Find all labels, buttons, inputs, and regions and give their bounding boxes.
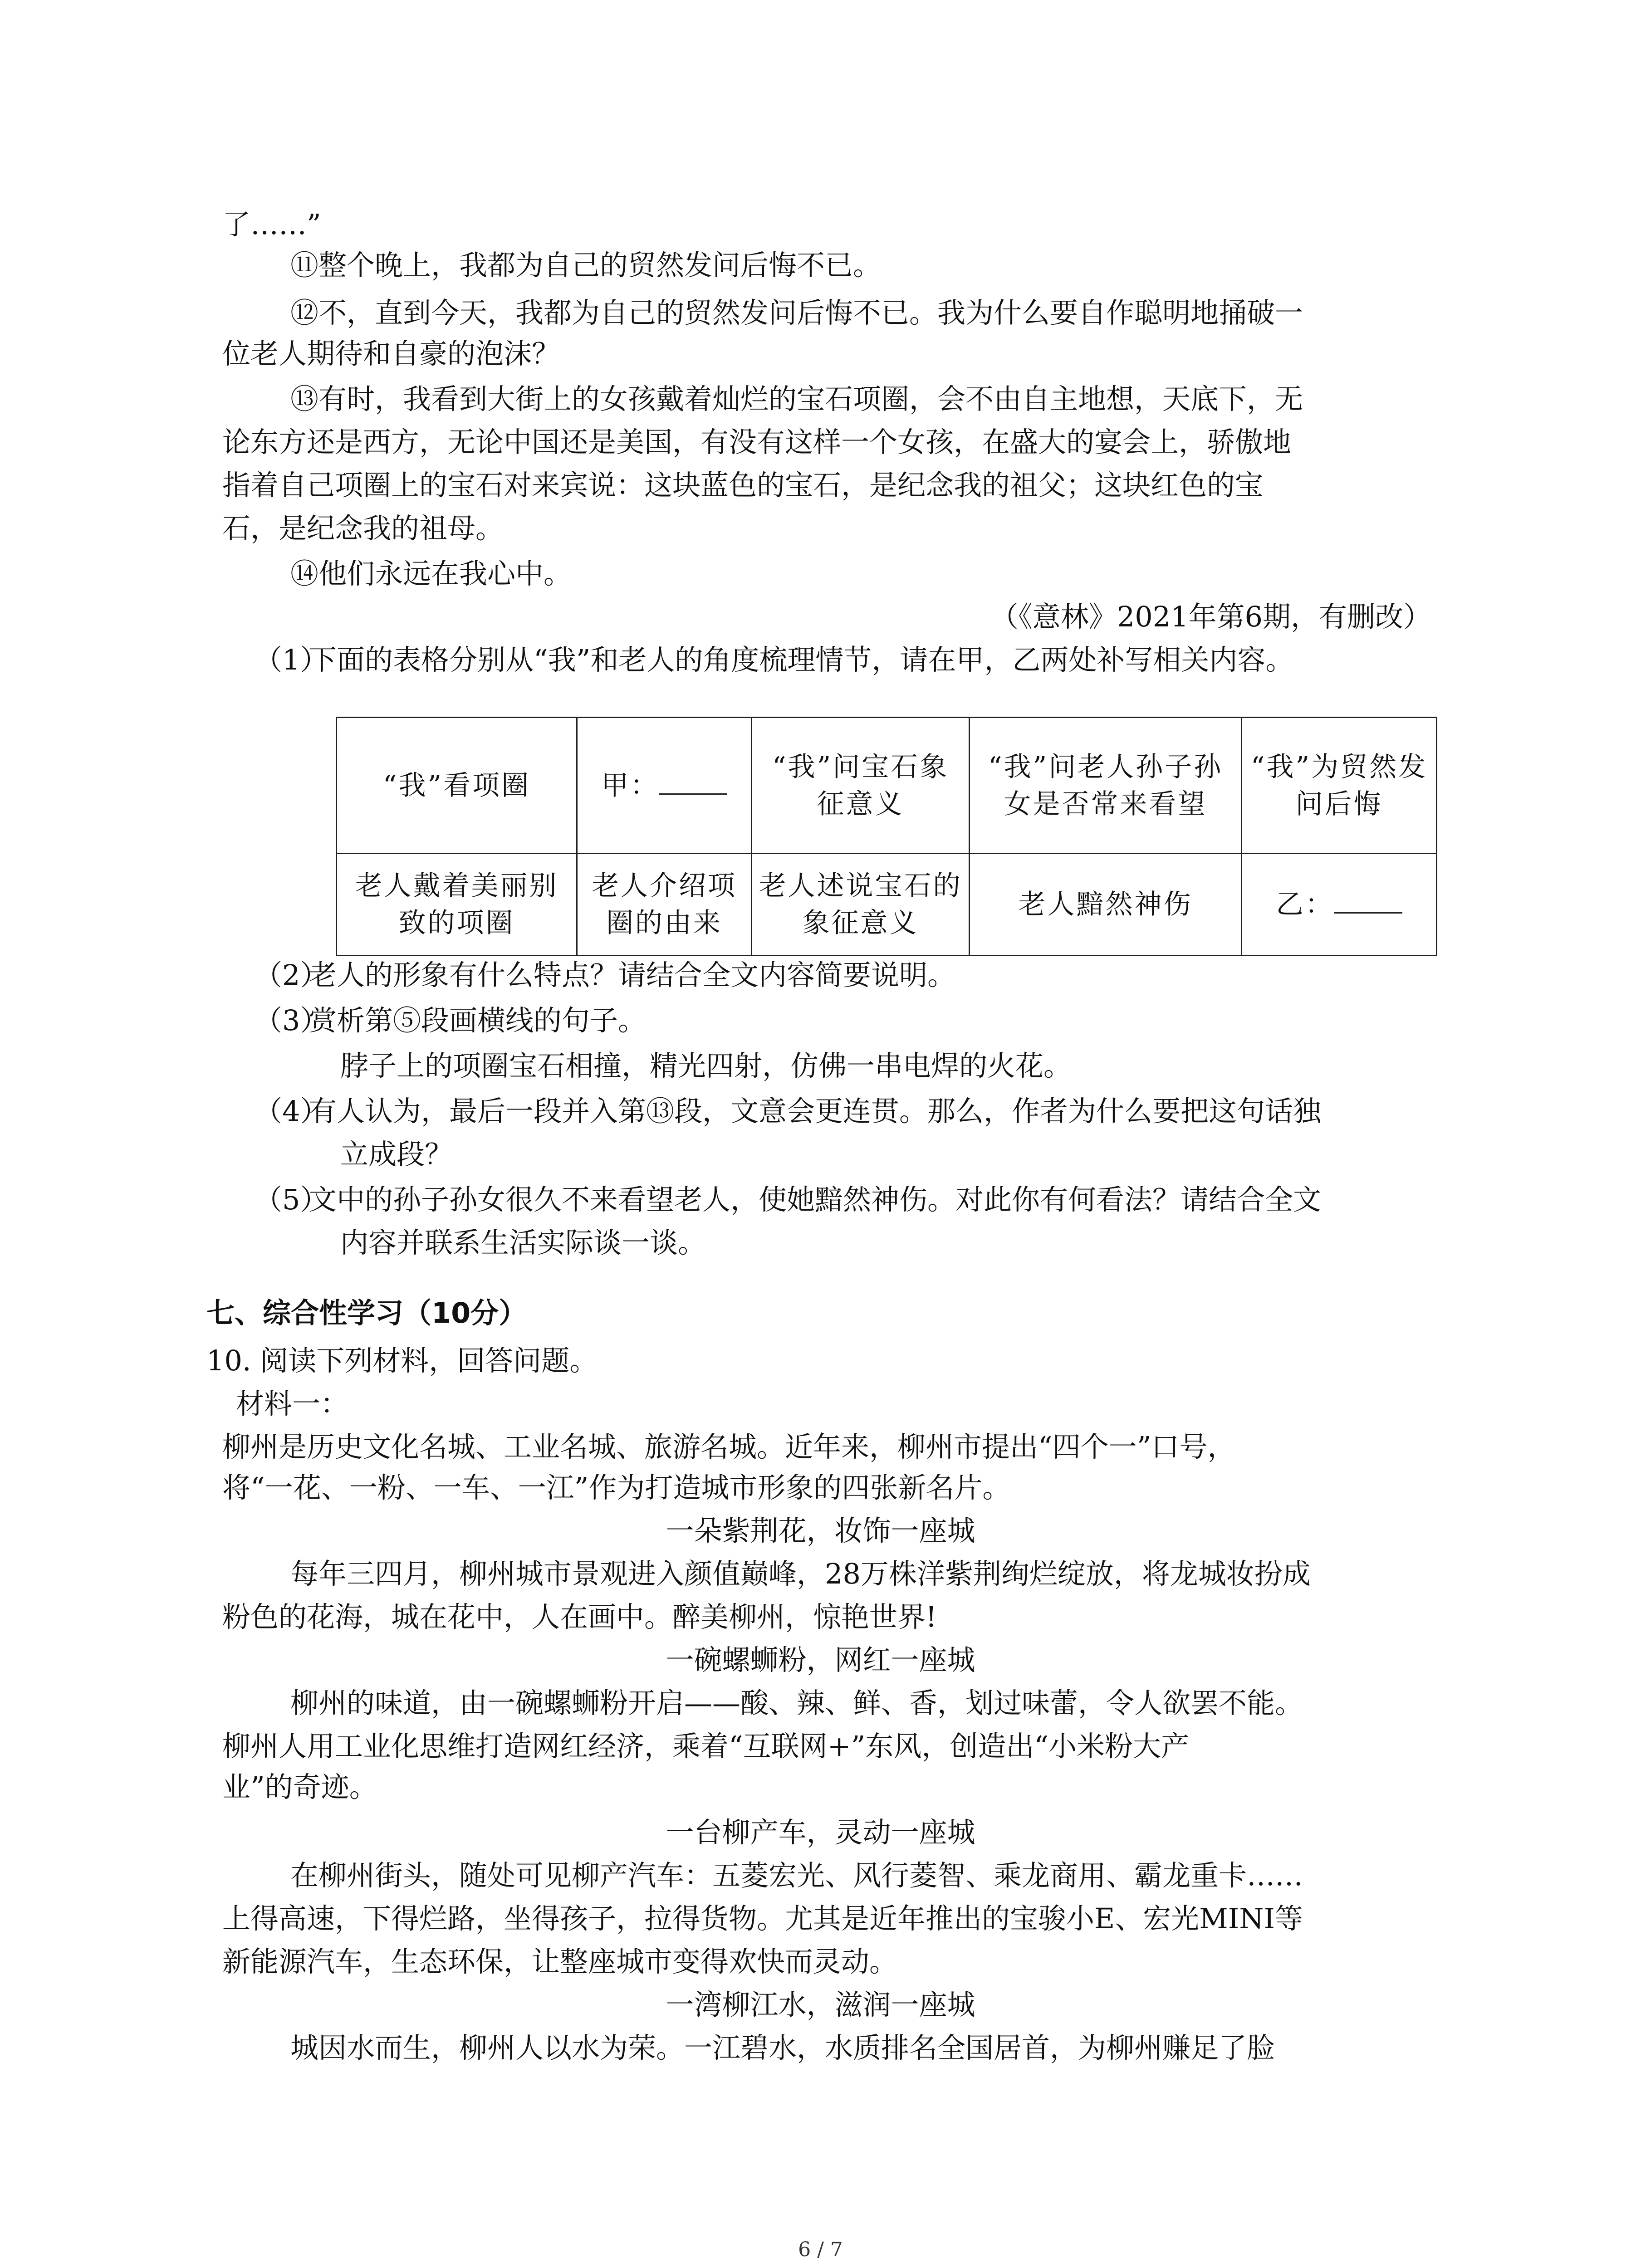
paragraph-13-line-4: 石，是纪念我的祖母。 [222, 512, 504, 545]
question-1-number: （1） [254, 643, 328, 676]
car-line-1: 在柳州街头，随处可见柳产汽车：五菱宏光、风行菱智、乘龙商用、霸龙重卡…… [290, 1859, 1303, 1892]
paragraph-13-line-3: 指着自己项圈上的宝石对来宾说：这块蓝色的宝石，是纪念我的祖父；这块红色的宝 [222, 469, 1264, 502]
subheading-flower: 一朵紫荆花，妆饰一座城 [666, 1514, 975, 1547]
question-1 [254, 642, 1461, 678]
question-2 [254, 957, 1461, 993]
question-4-line-2: 立成段？ [340, 1138, 453, 1171]
paragraph-11: ⑪整个晚上，我都为自己的贸然发问后悔不已。 [290, 249, 882, 282]
paragraph-14: ⑭他们永远在我心中。 [290, 557, 572, 590]
flower-line-1: 每年三四月，柳州城市景观进入颜值巅峰，28万株洋紫荆绚烂绽放，将龙城妆扮成 [290, 1557, 1311, 1590]
question-2-text: 老人的形象有什么特点？请结合全文内容简要说明。 [309, 958, 956, 992]
answer-blank-jia[interactable] [659, 768, 727, 795]
table-cell: 老人介绍项圈的由来 [577, 854, 752, 956]
table-row [337, 718, 1437, 854]
table-cell: “我”看项圈 [337, 718, 577, 854]
question-2-number: （2） [254, 958, 328, 992]
subheading-car: 一台柳产车，灵动一座城 [666, 1816, 975, 1849]
answer-blank-yi[interactable] [1334, 887, 1402, 914]
table-cell-yi [1242, 854, 1437, 956]
noodle-line-3: 业”的奇迹。 [222, 1770, 377, 1804]
table-cell-jia [577, 718, 752, 854]
table-cell: 老人戴着美丽别致的项圈 [337, 854, 577, 956]
table-cell: “我”问老人孙子孙女是否常来看望 [970, 718, 1242, 854]
plot-table [336, 717, 1437, 956]
question-5 [254, 1182, 1461, 1218]
question-4-text: 有人认为，最后一段并入第⑬段，文意会更连贯。那么，作者为什么要把这句话独 [309, 1095, 1322, 1128]
paragraph-12-line-1: ⑫不，直到今天，我都为自己的贸然发问后悔不已。我为什么要自作聪明地捅破一 [290, 296, 1303, 329]
question-5-number: （5） [254, 1183, 328, 1216]
car-line-3: 新能源汽车，生态环保，让整座城市变得欢快而灵动。 [222, 1945, 898, 1978]
section-heading: 七、综合性学习（10分） [206, 1296, 527, 1330]
question-1-text: 下面的表格分别从“我”和老人的角度梳理情节，请在甲，乙两处补写相关内容。 [309, 643, 1294, 676]
subheading-river: 一湾柳江水，滋润一座城 [666, 1988, 975, 2021]
paragraph-13-line-1: ⑬有时，我看到大街上的女孩戴着灿烂的宝石项圈，会不由自主地想，天底下，无 [290, 382, 1303, 415]
flower-line-2: 粉色的花海，城在花中，人在画中。醉美柳州，惊艳世界! [222, 1600, 937, 1633]
noodle-line-1: 柳州的味道，由一碗螺蛳粉开启——酸、辣、鲜、香，划过味蕾，令人欲罢不能。 [290, 1686, 1303, 1720]
page-number: 6 / 7 [798, 2238, 843, 2261]
question-10: 10. 阅读下列材料，回答问题。 [206, 1344, 598, 1377]
question-3-sentence: 脖子上的项圈宝石相撞，精光四射，仿佛一串电焊的火花。 [340, 1049, 1072, 1082]
yi-label: 乙： [1276, 889, 1334, 920]
table-row [337, 854, 1437, 956]
table-cell: “我”问宝石象征意义 [752, 718, 970, 854]
table-cell: “我”为贸然发问后悔 [1242, 718, 1437, 854]
car-line-2: 上得高速，下得烂路，坐得孩子，拉得货物。尤其是近年推出的宝骏小E、宏光MINI等 [222, 1902, 1303, 1935]
question-4 [254, 1093, 1461, 1129]
river-line-1: 城因水而生，柳州人以水为荣。一江碧水，水质排名全国居首，为柳州赚足了脸 [290, 2031, 1275, 2064]
subheading-noodle: 一碗螺蛳粉，网红一座城 [666, 1643, 975, 1677]
question-5-line-2: 内容并联系生活实际谈一谈。 [340, 1226, 706, 1259]
paragraph-12-line-2: 位老人期待和自豪的泡沫？ [222, 337, 560, 370]
question-5-text: 文中的孙子孙女很久不来看望老人，使她黯然神伤。对此你有何看法？请结合全文 [309, 1183, 1322, 1216]
jia-label: 甲： [601, 769, 659, 802]
passage-line: 了……” [222, 208, 321, 241]
table-cell: 老人述说宝石的象征意义 [752, 854, 970, 956]
intro-line-2: 将“一花、一粉、一车、一江”作为打造城市形象的四张新名片。 [222, 1471, 1011, 1504]
noodle-line-2: 柳州人用工业化思维打造网红经济，乘着“互联网+”东风，创造出“小米粉大产 [222, 1730, 1190, 1763]
paragraph-13-line-2: 论东方还是西方，无论中国还是美国，有没有这样一个女孩，在盛大的宴会上，骄傲地 [222, 425, 1292, 459]
material-1-label: 材料一： [236, 1387, 349, 1420]
question-4-number: （4） [254, 1095, 328, 1128]
question-3 [254, 1002, 1461, 1039]
table-cell: 老人黯然神伤 [970, 854, 1242, 956]
source-citation: （《意林》2021年第6期，有删改） [990, 600, 1431, 633]
intro-line-1: 柳州是历史文化名城、工业名城、旅游名城。近年来，柳州市提出“四个一”口号， [222, 1430, 1236, 1463]
question-3-number: （3） [254, 1004, 328, 1037]
question-3-text: 赏析第⑤段画横线的句子。 [309, 1004, 647, 1037]
